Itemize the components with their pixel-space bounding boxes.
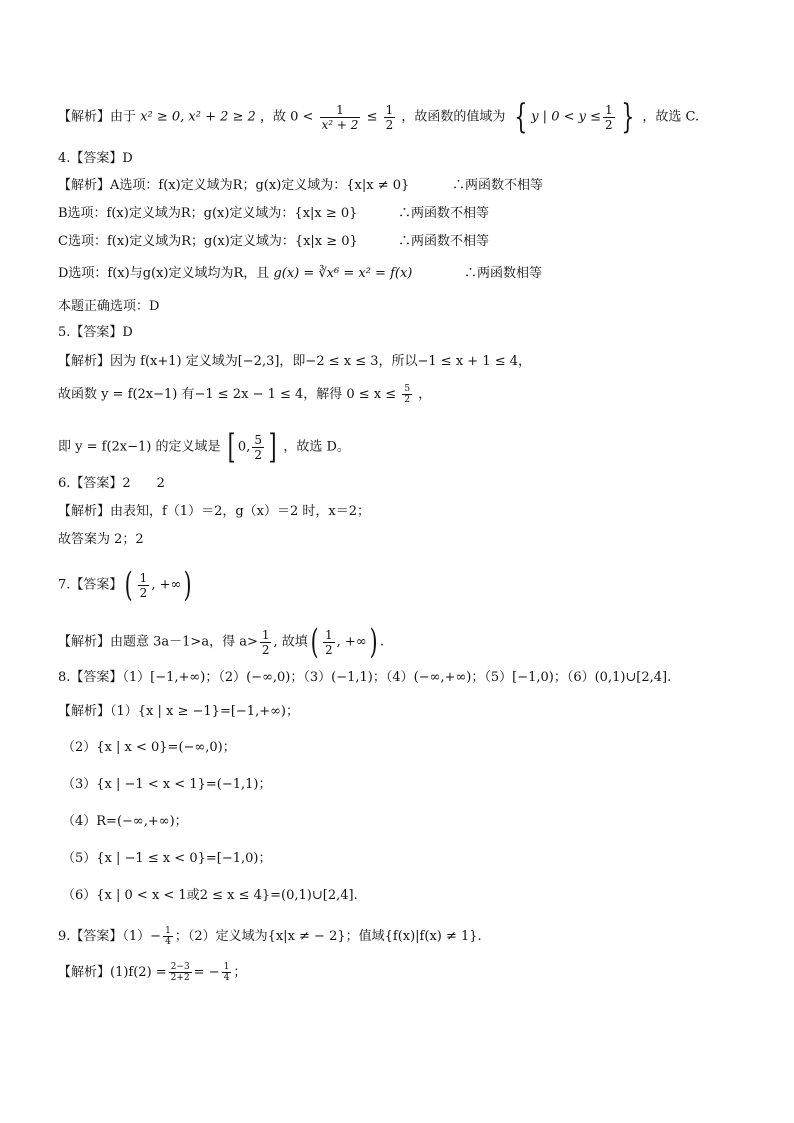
q9-answer [58,926,482,947]
paren-left: ( [125,565,134,605]
text: C选项：f(x)定义域为R；g(x)定义域为：{x|x ≥ 0} [58,234,358,249]
fraction: $\frac{1}{2}$ [325,627,333,657]
conclusion-text: ∴两函数不相等 [452,178,544,193]
text: ，故 [259,109,286,125]
math-expr: , +∞ [151,577,182,593]
brace-left: { [513,97,527,137]
text: 【解析】(1)f(2) = [58,965,167,980]
fraction: $\frac{5}{2}$ [404,384,411,405]
q6-answer: 6.【答案】2 2 [58,476,165,491]
q8-explain-4: （4）R=(−∞,+∞)； [62,814,188,829]
q8-explain-1: 【解析】（1）{x | x ≥ −1}=[−1,+∞)； [58,704,299,719]
math-expr: 0 < [290,109,314,125]
fraction: $\frac{1}{2}$ [261,627,270,657]
q5-analysis-line1: 【解析】因为 f(x+1) 定义域为[−2,3]，即−2 ≤ x ≤ 3，所以−1 ≤ x + 1 ≤ 4， [58,354,532,369]
q8-explain-3: （3）{x | −1 < x < 1}=(−1,1)； [62,777,272,792]
q4-option-b [58,204,490,224]
fraction: $\frac{2-3}{2+2}$ [170,962,190,983]
label-text: 【解析】由于 [58,109,137,125]
brace-right: } [620,97,634,137]
q6-analysis-line2: 故答案为 2；2 [58,532,144,547]
math-expr: 0, [237,439,251,455]
math-expr: y | 0 < y ≤ [531,109,601,125]
q4-answer: 4.【答案】D [58,151,133,166]
q9-analysis [58,962,246,983]
text: = − [193,965,220,980]
paren-right: ) [183,565,192,605]
text: 故函数 y = f(2x−1) 有−1 ≤ 2x − 1 ≤ 4，解得 0 ≤ x ≤ [58,387,397,402]
q8-answer: 8.【答案】（1）[−1,+∞)；（2）(−∞,0)；（3）(−1,1)；（4）(−∞,+∞)；（5）[−1,0)；（6）(0,1)∪[2,4]. [58,670,672,685]
text: 即 y = f(2x−1) 的定义域是 [58,439,221,455]
math-expr: g(x) = ∛x⁶ = x² = f(x) [273,266,413,281]
q7-analysis: 【解析】由题意 3a－1>a，得 a> $\frac{1}{2}$ , 故填( $\frac{1}{2}$ , +∞) . [58,622,385,662]
q4-final: 本题正确选项：D [58,299,160,314]
math-expr: x² ≥ 0, x² + 2 ≥ 2 [140,109,256,125]
text: ，故函数的值域为 [401,109,506,125]
q4-option-a [58,176,544,196]
q4-option-c [58,232,490,252]
conclusion-text: ∴两函数相等 [464,266,543,281]
q5-answer: 5.【答案】D [58,325,133,340]
paren-right: ) [369,622,378,662]
conclusion-text: ∴两函数不相等 [398,206,490,221]
fraction: $\frac{1}{2}$ [385,102,394,132]
conclusion-text: ∴两函数不相等 [398,234,490,249]
text: ， [418,387,432,402]
math-expr: , +∞ [336,634,367,650]
text: 【解析】由题意 3a－1>a，得 a> [58,634,258,650]
text: D选项：f(x)与g(x)定义域均为R，且 [58,266,270,281]
math-expr: ≤ [366,109,378,125]
text: ，故选 C. [642,109,700,125]
q5-analysis-line2 [58,384,431,405]
fraction: $\frac{1}{4}$ [165,926,171,947]
q3-analysis-line [58,97,700,137]
fraction: $\frac{5}{2}$ [254,432,262,462]
text: ，故选 D。 [283,439,350,455]
bracket-left: [ [227,427,236,467]
text: 【解析】A选项：f(x)定义域为R；g(x)定义域为：{x|x ≠ 0} [58,178,410,193]
text: 7.【答案】 [58,577,123,593]
text: 9.【答案】（1）− [58,929,162,944]
q8-explain-6: （6）{x | 0 < x < 1或2 ≤ x ≤ 4}=(0,1)∪[2,4]. [62,888,358,903]
fraction: $\frac{1}{2}$ [139,570,148,600]
q8-explain-2: （2）{x | x < 0}=(−∞,0)； [62,740,236,755]
fraction: $\frac{1}{4}$ [223,962,230,983]
q7-answer [58,565,195,605]
text: , 故填 [273,634,308,650]
q8-explain-5: （5）{x | −1 ≤ x < 0}=[−1,0)； [62,851,272,866]
bracket-right: ] [268,427,277,467]
fraction: $\frac{1}{2}$ [605,102,613,132]
text: ；（2）定义域为{x|x ≠ − 2}；值域{f(x)|f(x) ≠ 1}. [174,929,482,944]
q5-analysis-line3 [58,427,350,467]
fraction: $\frac{1}{\text{x² + 2}}$ [321,102,359,132]
q4-option-d [58,264,543,284]
text: B选项：f(x)定义域为R；g(x)定义域为：{x|x ≥ 0} [58,206,358,221]
q6-analysis-line1: 【解析】由表知，f（1）＝2，g（x）＝2 时，x＝2； [58,504,371,519]
text: ； [233,965,247,980]
paren-left: ( [310,622,319,662]
